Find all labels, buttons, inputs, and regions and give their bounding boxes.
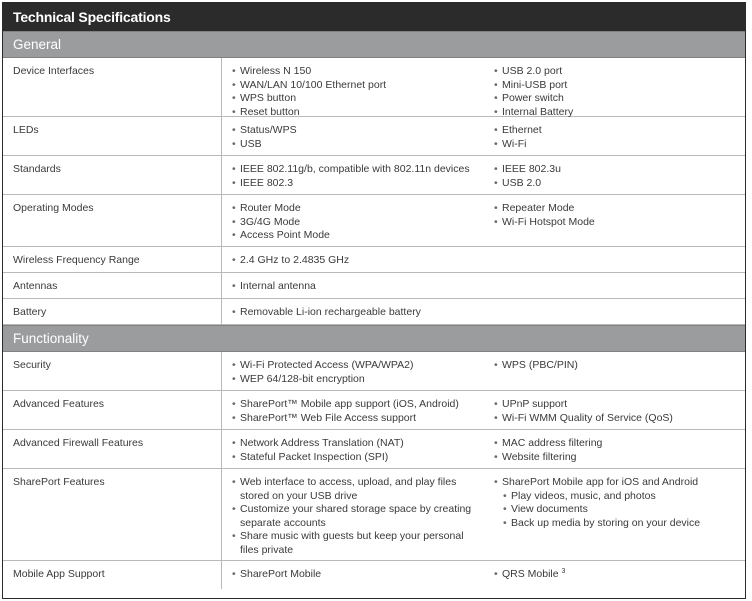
spec-value: • SharePort™ Web File Access support: [232, 412, 478, 426]
spec-label: Advanced Features: [3, 391, 222, 429]
spec-value: • Repeater Mode: [494, 202, 739, 216]
spec-label: Standards: [3, 156, 222, 194]
spec-label: Security: [3, 352, 222, 390]
spec-values-col2: [484, 117, 745, 155]
spec-label: Operating Modes: [3, 195, 222, 246]
spec-value: • IEEE 802.11g/b, compatible with 802.11n devices: [232, 163, 478, 177]
spec-sheet: [2, 2, 746, 599]
spec-values-col1: [222, 561, 484, 589]
spec-values-col1: [222, 58, 484, 116]
spec-row-leds: [3, 117, 745, 156]
spec-values-col2: [484, 58, 745, 116]
spec-value: • Wi-Fi: [494, 138, 739, 152]
spec-values-col2: [484, 195, 745, 246]
spec-value: QRS Mobile: [502, 568, 559, 580]
spec-value: • Share music with guests but keep your personal files private: [232, 530, 478, 557]
spec-subvalue: • Play videos, music, and photos: [494, 490, 739, 504]
spec-value: • Reset button: [232, 106, 478, 120]
spec-label: Antennas: [3, 273, 222, 298]
spec-value: • Wi-Fi WMM Quality of Service (QoS): [494, 412, 739, 426]
spec-value: • Mini-USB port: [494, 79, 739, 93]
spec-value: • SharePort Mobile app for iOS and Android: [494, 476, 739, 490]
footnote-marker: 3: [561, 568, 566, 575]
spec-value: • WAN/LAN 10/100 Ethernet port: [232, 79, 478, 93]
spec-value: • Internal antenna: [232, 280, 478, 294]
spec-row-advanced-features: [3, 391, 745, 430]
spec-value: • USB: [232, 138, 478, 152]
spec-value: • WPS (PBC/PIN): [494, 359, 739, 373]
spec-value: • Internal Battery: [494, 106, 739, 120]
spec-subvalue: • Back up media by storing on your device: [494, 517, 739, 531]
spec-row-device-interfaces: [3, 58, 745, 117]
spec-row-operating-modes: [3, 195, 745, 247]
spec-values-col2: [484, 156, 745, 194]
spec-values-col2: [484, 352, 745, 390]
spec-value: • Router Mode: [232, 202, 478, 216]
spec-values-col1: [222, 391, 484, 429]
spec-value: • Stateful Packet Inspection (SPI): [232, 451, 478, 465]
spec-label: Advanced Firewall Features: [3, 430, 222, 468]
spec-values-col1: [222, 430, 484, 468]
spec-values-col1: [222, 352, 484, 390]
spec-value: • Website filtering: [494, 451, 739, 465]
spec-value: • Customize your shared storage space by creating separate accounts: [232, 503, 478, 530]
spec-values-col2: [484, 273, 745, 298]
spec-row-shareport-features: [3, 469, 745, 561]
spec-values-col1: [222, 195, 484, 246]
section-heading-general: General: [3, 31, 745, 58]
spec-value: • SharePort Mobile: [232, 568, 478, 582]
spec-value: • Status/WPS: [232, 124, 478, 138]
spec-value-with-footnote: [494, 568, 739, 582]
spec-values-col1: [222, 469, 484, 560]
spec-values-col2: [484, 561, 745, 589]
spec-row-antennas: [3, 273, 745, 299]
spec-value: • MAC address filtering: [494, 437, 739, 451]
spec-values-col2: [484, 299, 745, 324]
spec-values-col1: [222, 273, 484, 298]
spec-value: • USB 2.0 port: [494, 65, 739, 79]
spec-value: • Wi-Fi Protected Access (WPA/WPA2): [232, 359, 478, 373]
spec-value: • 2.4 GHz to 2.4835 GHz: [232, 254, 478, 268]
spec-value: • Removable Li-ion rechargeable battery: [232, 306, 478, 320]
page-title: Technical Specifications: [3, 3, 745, 31]
spec-row-wireless-frequency: [3, 247, 745, 273]
spec-label: Wireless Frequency Range: [3, 247, 222, 272]
spec-value: • Wi-Fi Hotspot Mode: [494, 216, 739, 230]
spec-value: • USB 2.0: [494, 177, 739, 191]
spec-subvalue: • View documents: [494, 503, 739, 517]
spec-values-col1: [222, 156, 484, 194]
spec-label: Device Interfaces: [3, 58, 222, 116]
spec-label: Battery: [3, 299, 222, 324]
spec-value: • Wireless N 150: [232, 65, 478, 79]
spec-values-col2: [484, 391, 745, 429]
spec-value: • IEEE 802.3: [232, 177, 478, 191]
spec-value: • UPnP support: [494, 398, 739, 412]
spec-label: SharePort Features: [3, 469, 222, 560]
spec-value: • Access Point Mode: [232, 229, 478, 243]
spec-label: LEDs: [3, 117, 222, 155]
spec-values-col2: [484, 430, 745, 468]
spec-value: • SharePort™ Mobile app support (iOS, Android): [232, 398, 478, 412]
spec-row-mobile-app-support: [3, 561, 745, 589]
spec-value: • Web interface to access, upload, and play files stored on your USB drive: [232, 476, 478, 503]
spec-values-col1: [222, 299, 484, 324]
spec-row-advanced-firewall: [3, 430, 745, 469]
spec-values-col2: [484, 469, 745, 560]
spec-row-security: [3, 352, 745, 391]
spec-row-standards: [3, 156, 745, 195]
spec-values-col2: [484, 247, 745, 272]
spec-label: Mobile App Support: [3, 561, 222, 589]
spec-value: • 3G/4G Mode: [232, 216, 478, 230]
spec-value: • Power switch: [494, 92, 739, 106]
spec-value: • Network Address Translation (NAT): [232, 437, 478, 451]
spec-values-col1: [222, 247, 484, 272]
spec-values-col1: [222, 117, 484, 155]
spec-row-battery: [3, 299, 745, 325]
spec-value: • WPS button: [232, 92, 478, 106]
section-heading-functionality: Functionality: [3, 325, 745, 352]
spec-value: • IEEE 802.3u: [494, 163, 739, 177]
spec-value: • Ethernet: [494, 124, 739, 138]
spec-value: • WEP 64/128-bit encryption: [232, 373, 478, 387]
